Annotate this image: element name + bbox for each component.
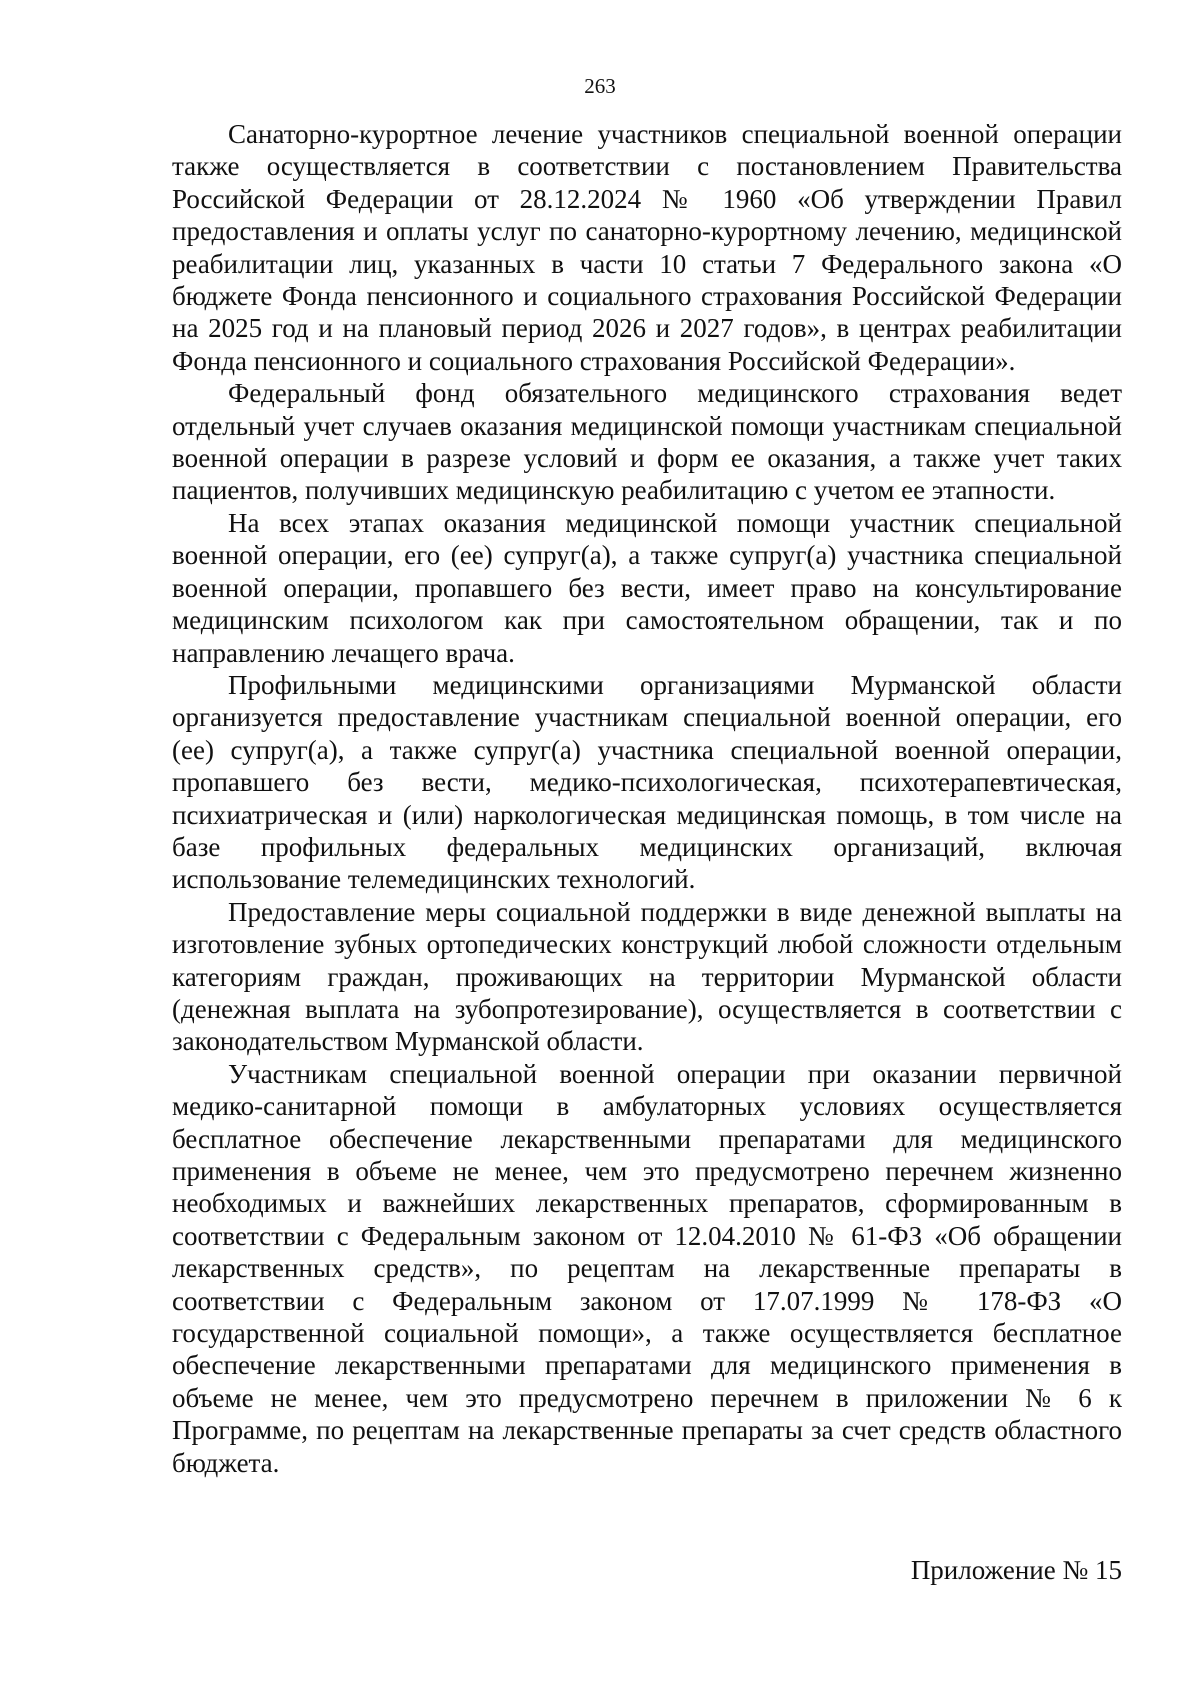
paragraph-dental-prosthetics-payment: Предоставление меры социальной поддержки в виде денежной выплаты на изготовление зубных ортопедических конструкций любой сложности отдельным категориям граждан, проживающих на территории Мурманской области (денежная выплата на зубопротезирование), осуществляется в соответствии с законодательством Мурманской области.	[172, 896, 1122, 1057]
paragraph-psychiatric-care: Профильными медицинскими организациями Мурманской области организуется предоставление участникам специальной военной операции, его (ее) супруг(а), а также супруг(а) участника специальной военной операции, пропавшего без вести, медико-психологическая, психотерапевтическая, психиатрическая и (или) наркологическая медицинская помощь, в том числе на базе профильных федеральных медицинских организаций, включая использование телемедицинских технологий.	[172, 669, 1122, 895]
paragraph-psychologist-consultation: На всех этапах оказания медицинской помощи участник специальной военной операции, его (ее) супруг(а), а также супруг(а) участника специальной военной операции, пропавшего без вести, имеет право на консультирование медицинским психологом как при самостоятельном обращении, так и по направлению лечащего врача.	[172, 507, 1122, 668]
appendix-label: Приложение № 15	[910, 1555, 1122, 1585]
page-number: 263	[584, 74, 616, 98]
paragraph-sanatorium-treatment: Санаторно-курортное лечение участников специальной военной операции также осуществляется в соответствии с постановлением Правительства Российской Федерации от 28.12.2024 № 1960 «Об утверждении Правил предоставления и оплаты услуг по санаторно-курортному лечению, медицинской реабилитации лиц, указанных в части 10 статьи 7 Федерального закона «О бюджете Фонда пенсионного и социального страхования Российской Федерации на 2025 год и на плановый период 2026 и 2027 годов», в центрах реабилитации Фонда пенсионного и социального страхования Российской Федерации».	[172, 119, 1122, 376]
document-body	[172, 118, 1122, 1479]
paragraph-separate-accounting: Федеральный фонд обязательного медицинского страхования ведет отдельный учет случаев оказания медицинской помощи участникам специальной военной операции в разрезе условий и форм ее оказания, а также учет таких пациентов, получивших медицинскую реабилитацию с учетом ее этапности.	[172, 378, 1122, 506]
paragraph-free-medicines: Участникам специальной военной операции при оказании первичной медико-санитарной помощи в амбулаторных условиях осуществляется бесплатное обеспечение лекарственными препаратами для медицинского применения в объеме не менее, чем это предусмотрено перечнем жизненно необходимых и важнейших лекарственных препаратов, сформированным в соответствии с Федеральным законом от 12.04.2010 № 61-ФЗ «Об обращении лекарственных средств», по рецептам на лекарственные препараты в соответствии с Федеральным законом от 17.07.1999 № 178-ФЗ «О государственной социальной помощи», а также осуществляется бесплатное обеспечение лекарственными препаратами для медицинского применения в объеме не менее, чем это предусмотрено перечнем в приложении № 6 к Программе, по рецептам на лекарственные препараты за счет средств областного бюджета.	[172, 1058, 1122, 1478]
